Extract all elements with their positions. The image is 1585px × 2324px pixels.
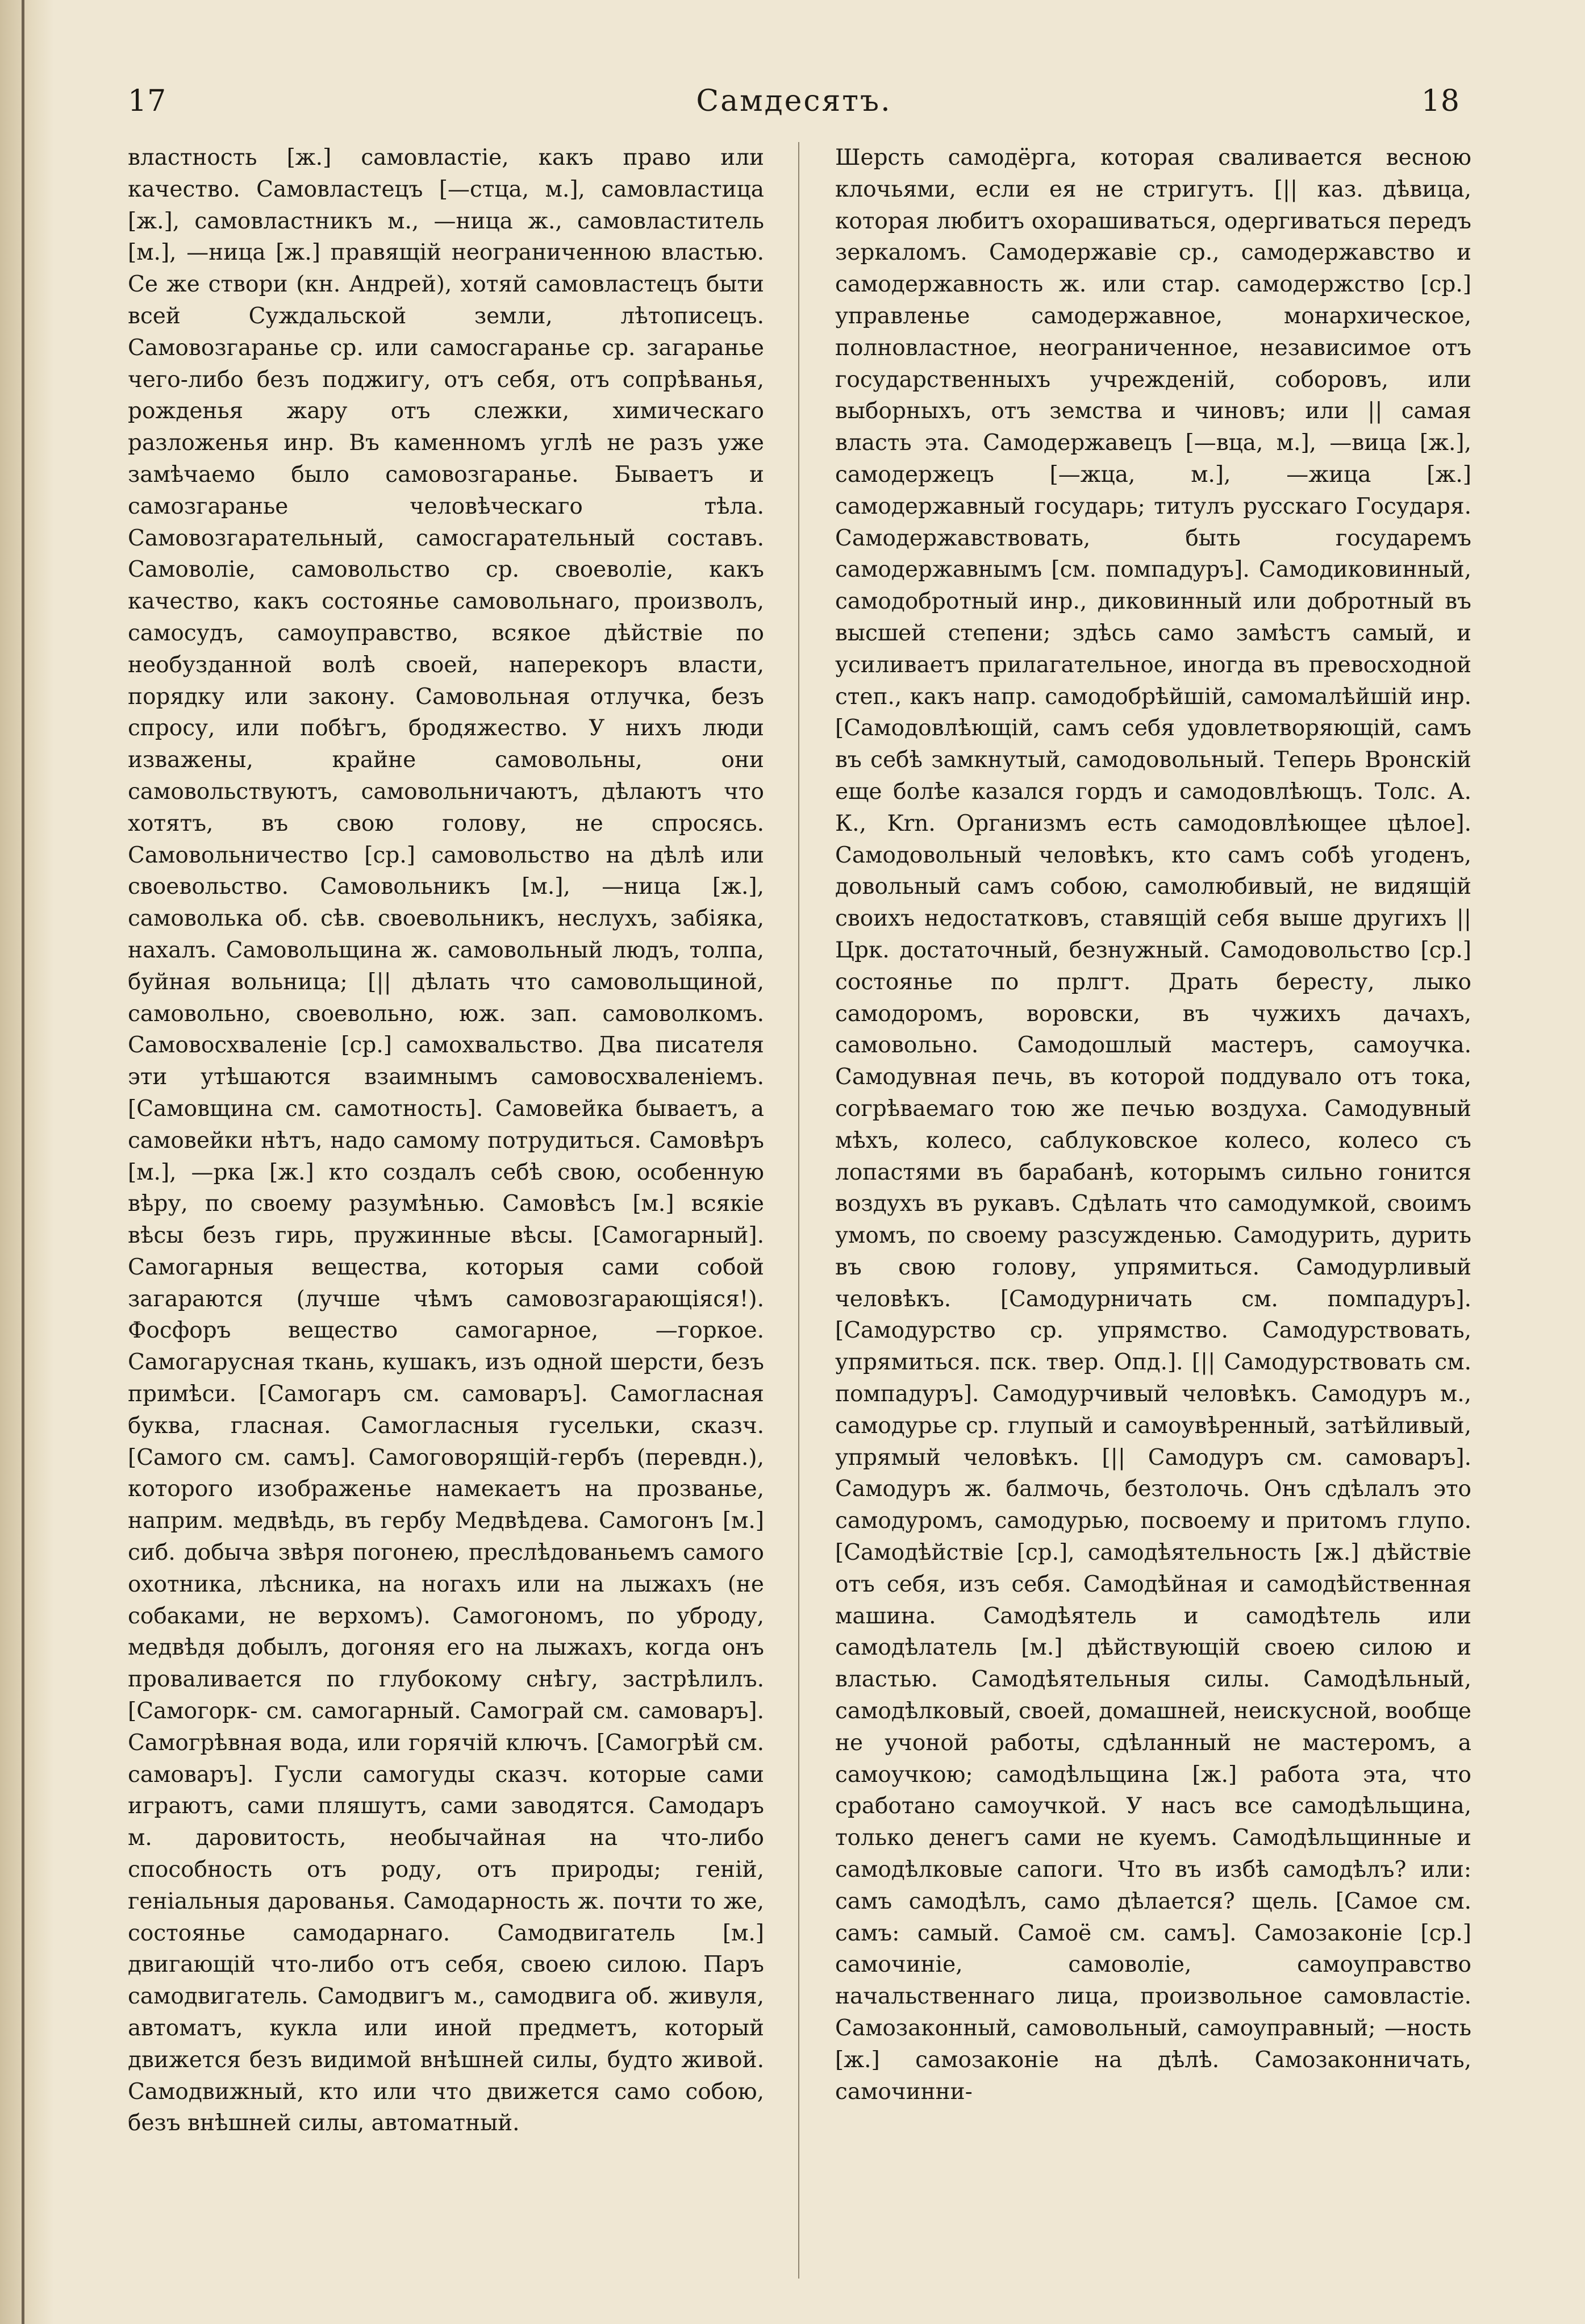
column-right-text: Шерсть самодёрга, которая сваливается весною клочьями, если ея не стригутъ. [|| каз. дѣвица, которая любитъ охорашиваться, одергиваться передъ зеркаломъ. Самодержавіе ср., самодержавство и самодержавность ж. или стар. самодержство [ср.] управленье самодержавное, монархическое, полновластное, неограниченное, независимое отъ государственныхъ учрежденій, соборовъ, или выборныхъ, отъ земства и чиновъ; или || самая власть эта. Самодержавецъ [—вца, м.], —вица [ж.], самодержецъ [—жца, м.], —жица [ж.] самодержавный государь; титулъ русскаго Государя. Самодержавствовать, быть государемъ самодержавнымъ [см. помпадуръ]. Самодиковинный, самодобротный инр., диковинный или добротный въ высшей степени; здѣсь само замѣстъ самый, и усиливаетъ прилагательное, иногда въ превосходной степ., какъ напр. самодобрѣйшій, самомалѣйшій инр. [Самодовлѣющій, самъ себя удовлетворяющій, самъ въ себѣ замкнутый, самодовольный. Теперь Вронскій еще болѣе казался гордъ и самодовлѣющъ. Толс. А. К., Krn. Организмъ есть самодовлѣющее цѣлое]. Самодовольный человѣкъ, кто самъ собѣ угоденъ, довольный самъ собою, самолюбивый, не видящій своихъ недостатковъ, ставящій себя выше другихъ || Црк. достаточный, безнужный. Самодовольство [ср.] состоянье по прлгт. Драть бересту, лыко самодоромъ, воровски, въ чужихъ дачахъ, самовольно. Самодошлый мастеръ, самоучка. Самодувная печь, въ которой поддувало отъ тока, согрѣваемаго тою же печью воздуха. Самодувный мѣхъ, колесо, саблуковское колесо, колесо съ лопастями въ барабанѣ, которымъ сильно гонится воздухъ въ рукавъ. Сдѣлать что самодумкой, своимъ умомъ, по своему разсужденью. Самодурить, дурить въ свою голову, упрямиться. Самодурливый человѣкъ. [Самодурничать см. помпадуръ]. [Самодурство ср. упрямство. Самодурствовать, упрямиться. пск. твер. Опд.]. [|| Самодурствовать см. помпадуръ]. Самодурчивый человѣкъ. Самодуръ м., самодурье ср. глупый и самоувѣренный, затѣйливый, упрямый человѣкъ. [|| Самодуръ см. самоваръ]. Самодуръ ж. балмочь, безтолочь. Онъ сдѣлалъ это самодуромъ, самодурью, посвоему и притомъ глупо. [Самодѣйствіе [ср.], самодѣятельность [ж.] дѣйствіе отъ себя, изъ себя. Самодѣйная и самодѣйственная машина. Самодѣятель и самодѣтель или самодѣлатель [м.] дѣйствующій своею силою и властью. Самодѣятельныя силы. Самодѣльный, самодѣлковый, своей, домашней, неискусной, вообще не учоной работы, сдѣланный не мастеромъ, а самоучкою; самодѣльщина [ж.] работа эта, что сработано самоучкой. У насъ все самодѣльщина, только денегъ сами не куемъ. Самодѣльщинные и самодѣлковые сапоги. Что въ избѣ самодѣлъ? или: самъ самодѣлъ, само дѣлается? щель. [Самое см. самъ: самый. Самоё см. самъ]. Самозаконіе [ср.] самочиніе, самоволіе, самоуправство начальственнаго лица, произвольное самовластіе. Самозаконный, самовольный, самоуправный; —ность [ж.] самозаконіе на дѣлѣ. Самозаконничать, самочинни- (835, 145, 1471, 2105)
binding-shadow (0, 0, 54, 2324)
page-number-left: 17 (128, 84, 167, 118)
running-head: Самдесятъ. (696, 84, 892, 118)
column-divider (798, 142, 799, 2279)
text-column-left (128, 142, 764, 2284)
column-left-text: властность [ж.] самовластіе, какъ право или качество. Самовластецъ [—стца, м.], самовластица [ж.], самовластникъ м., —ница ж., самовластитель [м.], —ница [ж.] правящій неограниченною властью. Се же створи (кн. Андрей), хотяй самовластецъ быти всей Суждальской земли, лѣтописецъ. Самовозгаранье ср. или самосгаранье ср. загаранье чего-либо безъ поджигу, отъ себя, отъ сопрѣванья, рожденья жару отъ слежки, химическаго разложенья инр. Въ каменномъ углѣ не разъ уже замѣчаемо было самовозгаранье. Бываетъ и самозгаранье человѣческаго тѣла. Самовозгарательный, самосгарательный составъ. Самоволіе, самовольство ср. своеволіе, какъ качество, какъ состоянье самовольнаго, произволъ, самосудъ, самоуправство, всякое дѣйствіе по необузданной волѣ своей, наперекоръ власти, порядку или закону. Самовольная отлучка, безъ спросу, или побѣгъ, бродяжество. У нихъ люди изважены, крайне самовольны, они самовольствуютъ, самовольничаютъ, дѣлаютъ что хотятъ, въ свою голову, не спросясь. Самовольничество [ср.] самовольство на дѣлѣ или своевольство. Самовольникъ [м.], —ница [ж.], самоволька об. сѣв. своевольникъ, неслухъ, забіяка, нахалъ. Самовольщина ж. самовольный людъ, толпа, буйная вольница; [|| дѣлать что самовольщиной, самовольно, своевольно, юж. зап. самоволкомъ. Самовосхваленіе [ср.] самохвальство. Два писателя эти утѣшаются взаимнымъ самовосхваленіемъ. [Самовщина см. самотность]. Самовейка бываетъ, а самовейки нѣтъ, надо самому потрудиться. Самовѣръ [м.], —рка [ж.] кто создалъ себѣ свою, особенную вѣру, по своему разумѣнью. Самовѣсъ [м.] всякіе вѣсы безъ гирь, пружинные вѣсы. [Самогарный]. Самогарныя вещества, которыя сами собой загараются (лучше чѣмъ самовозгарающіяся!). Фосфоръ вещество самогарное, —горкое. Самогарусная ткань, кушакъ, изъ одной шерсти, безъ примѣси. [Самогаръ см. самоваръ]. Самогласная буква, гласная. Самогласныя гусельки, сказч. [Самого см. самъ]. Самоговорящій-гербъ (перевдн.), которого изображенье намекаетъ на прозванье, наприм. медвѣдь, въ гербу Медвѣдева. Самогонъ [м.] сиб. добыча звѣря погонею, преслѣдованьемъ самого охотника, лѣсника, на ногахъ или на лыжахъ (не собаками, не верхомъ). Самогономъ, по уброду, медвѣдя добылъ, догоняя его на лыжахъ, когда онъ проваливается по глубокому снѣгу, застрѣлилъ. [Самогорк- см. самогарный. Самограй см. самоваръ]. Самогрѣвная вода, или горячій ключъ. [Самогрѣй см. самоваръ]. Гусли самогуды сказч. которые сами играютъ, сами пляшутъ, сами заводятся. Самодаръ м. даровитость, необычайная на что-либо способность отъ роду, отъ природы; геній, геніальныя дарованья. Самодарность ж. почти то же, состоянье самодарнаго. Самодвигатель [м.] двигающій что-либо отъ себя, своею силою. Паръ самодвигатель. Самодвигъ м., самодвига об. живуля, автоматъ, кукла или иной предметъ, который движется безъ видимой внѣшней силы, будто живой. Самодвижный, кто или что движется само собою, безъ внѣшней силы, автоматный. (128, 145, 764, 2136)
binding-edge (22, 0, 24, 2324)
page-header (128, 84, 1460, 135)
page-number-right: 18 (1421, 84, 1460, 118)
text-column-right (835, 142, 1471, 2284)
